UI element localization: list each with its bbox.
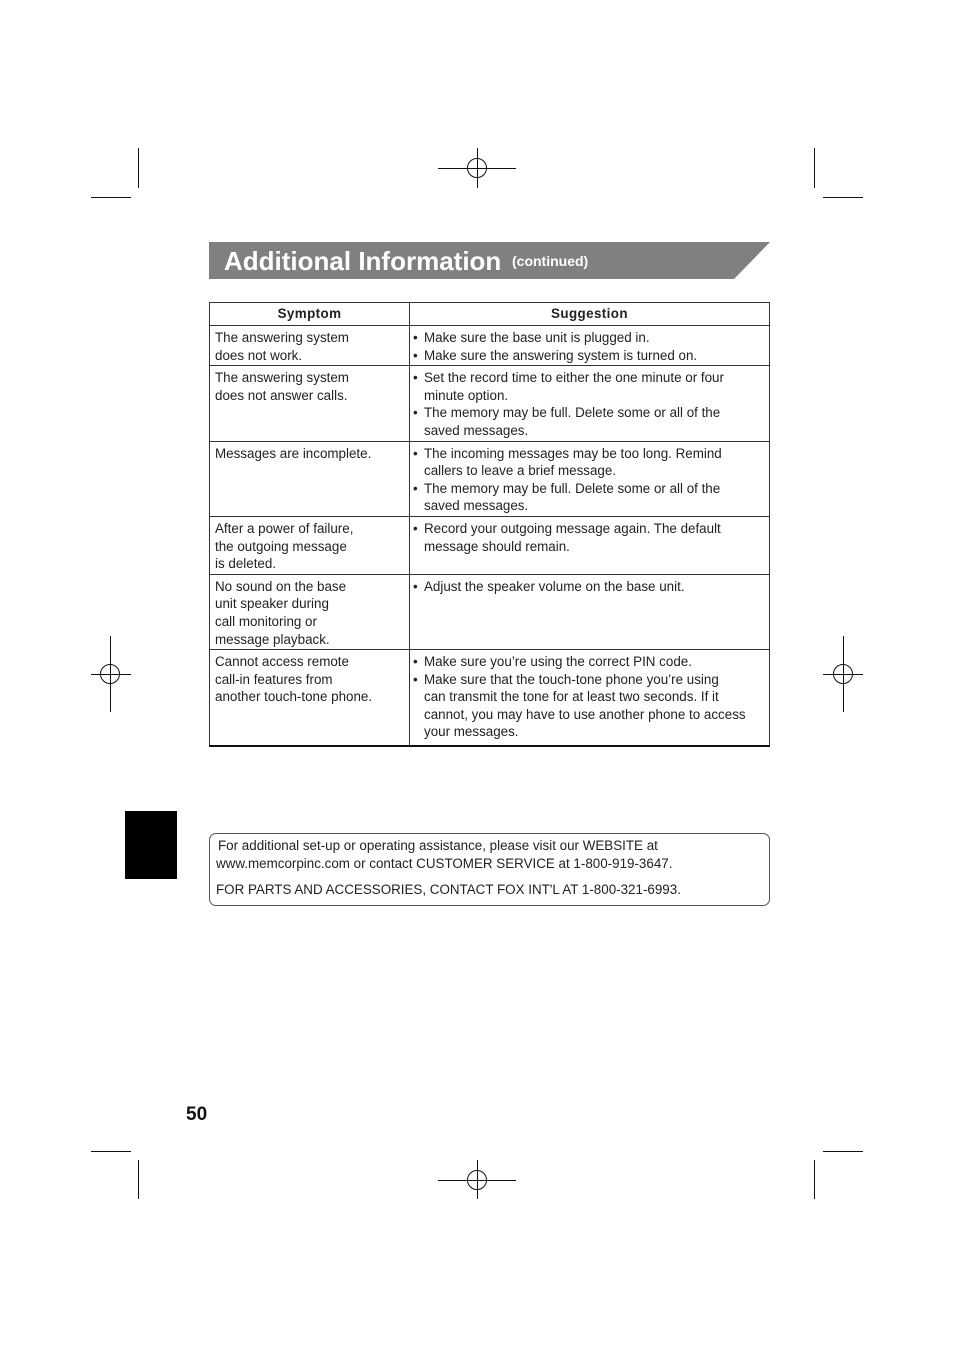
symptom-line: No sound on the base [215,578,347,594]
page-subtitle: (continued) [512,253,589,269]
symptom-cell [210,326,410,366]
suggestion-line: your messages. [424,724,519,740]
suggestion-cell [410,650,770,746]
symptom-line: the outgoing message [215,538,347,554]
symptom-cell [210,650,410,746]
suggestion-line: • Set the record time to either the one minute or four [424,370,724,386]
suggestion-line: cannot, you may have to use another phone to access [424,706,746,722]
suggestion-line: saved messages. [424,422,529,438]
suggestion-item [413,347,766,365]
suggestion-item [413,404,766,439]
symptom-line: Cannot access remote [215,654,349,670]
table-row [210,441,770,516]
suggestion-cell [410,326,770,366]
column-header-symptom: Symptom [210,303,410,326]
table-row [210,650,770,746]
suggestion-line: can transmit the tone for at least two seconds. If it [424,689,719,705]
suggestion-item [413,578,766,596]
suggestion-item [413,671,766,741]
symptom-line: message playback. [215,631,330,647]
page-title: Additional Information [224,246,502,276]
suggestion-cell [410,441,770,516]
page-number: 50 [186,1104,208,1125]
suggestion-item [413,480,766,515]
table-header-row [210,303,770,326]
suggestion-cell [410,574,770,649]
symptom-line: After a power of failure, [215,520,354,536]
contact-info-box [209,833,770,906]
symptom-line: does not work. [215,347,303,363]
table-row [210,574,770,649]
symptom-line: Messages are incomplete. [215,445,372,461]
suggestion-item [413,369,766,404]
symptom-line: is deleted. [215,556,277,572]
column-header-suggestion: Suggestion [410,303,770,326]
table-row [210,366,770,441]
suggestion-item [413,445,766,480]
info-line: www.memcorpinc.com or contact CUSTOMER SERVICE at 1-800-919-3647. [216,856,673,871]
table-row [210,326,770,366]
suggestion-line: • Make sure the answering system is turned on. [424,347,698,363]
troubleshooting-table [209,302,770,747]
suggestion-item [413,329,766,347]
suggestion-line: • Record your outgoing message again. The default [424,520,721,536]
symptom-line: call monitoring or [215,613,317,629]
suggestion-line: • The memory may be full. Delete some or all of the [424,405,721,421]
suggestion-item [413,520,766,555]
suggestion-line: • Make sure you’re using the correct PIN code. [424,654,692,670]
symptom-line: does not answer calls. [215,387,348,403]
symptom-cell [210,516,410,574]
info-line: FOR PARTS AND ACCESSORIES, CONTACT FOX INT'L AT 1-800-321-6993. [216,882,681,897]
suggestion-line: message should remain. [424,538,570,554]
section-tab-marker [125,811,177,879]
suggestion-line: saved messages. [424,498,529,514]
symptom-cell [210,574,410,649]
symptom-line: The answering system [215,370,349,386]
suggestion-line: minute option. [424,387,509,403]
symptom-cell [210,366,410,441]
suggestion-cell [410,366,770,441]
symptom-line: call-in features from [215,671,333,687]
suggestion-item [413,653,766,671]
symptom-cell [210,441,410,516]
symptom-line: another touch-tone phone. [215,689,373,705]
suggestion-line: • Adjust the speaker volume on the base unit. [424,578,685,594]
suggestion-line: • Make sure that the touch-tone phone you’re using [424,671,719,687]
suggestion-line: callers to leave a brief message. [424,463,617,479]
symptom-line: The answering system [215,330,349,345]
suggestion-line: • The memory may be full. Delete some or all of the [424,480,721,496]
suggestion-cell [410,516,770,574]
table-row [210,516,770,574]
suggestion-line: • The incoming messages may be too long. Remind [424,445,722,461]
suggestion-line: • Make sure the base unit is plugged in. [424,330,650,345]
info-line: For additional set-up or operating assistance, please visit our WEBSITE at [218,838,658,853]
symptom-line: unit speaker during [215,596,329,612]
